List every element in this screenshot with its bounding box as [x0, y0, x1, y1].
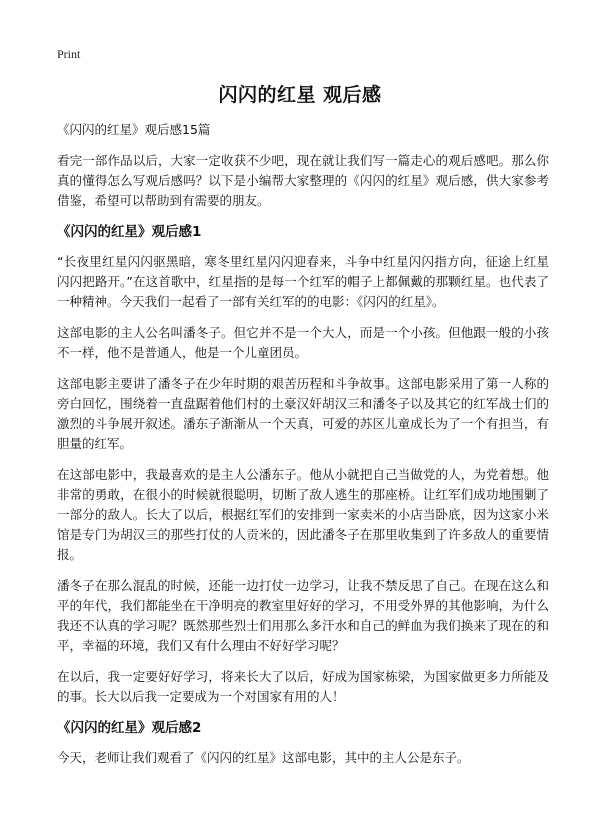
section-1 — [57, 222, 549, 707]
section-paragraph: 这部电影的主人公名叫潘冬子。但它并不是一个大人，而是一个小孩。但他跟一般的小孩不一样，他不是普通人，他是一个儿童团员。 — [57, 325, 549, 360]
section-paragraph: 这部电影主要讲了潘冬子在少年时期的艰苦历程和斗争故事。这部电影采用了第一人称的旁白回忆，围绕着一直盘踞着他们村的土豪汉奸胡汉三和潘冬子以及其它的红军战士们的激烈的斗争展开叙述。潘东子渐渐从一个天真，可爱的苏区儿童成长为了一个有担当，有胆量的红军。 — [57, 376, 549, 451]
section-paragraph: 今天，老师让我们观看了《闪闪的红星》这部电影，其中的主人公是东子。 — [57, 750, 470, 765]
section-paragraph: 在以后，我一定要好好学习，将来长大了以后，好成为国家栋梁，为国家做更多力所能及的事。长大以后我一定要成为一个对国家有用的人！ — [57, 669, 549, 704]
document-subtitle: 《闪闪的红星》观后感15篇 — [57, 122, 211, 137]
print-label: Print — [57, 47, 81, 61]
section-heading: 《闪闪的红星》观后感2 — [57, 720, 202, 736]
section-paragraph: 潘冬子在那么混乱的时候，还能一边打仗一边学习，让我不禁反思了自己。在现在这么和平的年代，我们都能坐在干净明亮的教室里好好的学习，不用受外界的其他影响，为什么我还不认真的学习呢？既然那些烈士们用那么多汗水和自己的鲜血为我们换来了现在的和平，幸福的环境，我们又有什么理由不好好学习呢？ — [57, 578, 549, 653]
section-2 — [57, 718, 549, 768]
intro-paragraph: 看完一部作品以后，大家一定收获不少吧，现在就让我们写一篇走心的观后感吧。那么你真的懂得怎么写观后感吗？以下是小编帮大家整理的《闪闪的红星》观后感，供大家参考借鉴，希望可以帮助到有需要的朋友。 — [57, 153, 549, 208]
section-heading: 《闪闪的红星》观后感1 — [57, 224, 202, 240]
document-title: 闪闪的红星 观后感 — [218, 84, 382, 106]
document-body — [57, 120, 549, 779]
section-paragraph: “长夜里红星闪闪驱黑暗，寒冬里红星闪闪迎春来，斗争中红星闪闪指方向，征途上红星闪闪把路开。”在这首歌中，红星指的是每一个红军的帽子上都佩戴的那颗红星。也代表了一种精神。今天我们一起看了一部有关红军的的电影：《闪闪的红星》。 — [57, 254, 549, 309]
section-paragraph: 在这部电影中，我最喜欢的是主人公潘东子。他从小就把自己当做党的人，为党着想。他非常的勇敢，在很小的时候就很聪明，切断了敌人逃生的那座桥。让红军们成功地围剿了一部分的敌人。长大了以后，根据红军们的安排到一家卖米的小店当卧底，因为这家小米馆是专门为胡汉三的那些打仗的人贡米的，因此潘冬子在那里收集到了许多敌人的重要情报。 — [57, 467, 549, 562]
